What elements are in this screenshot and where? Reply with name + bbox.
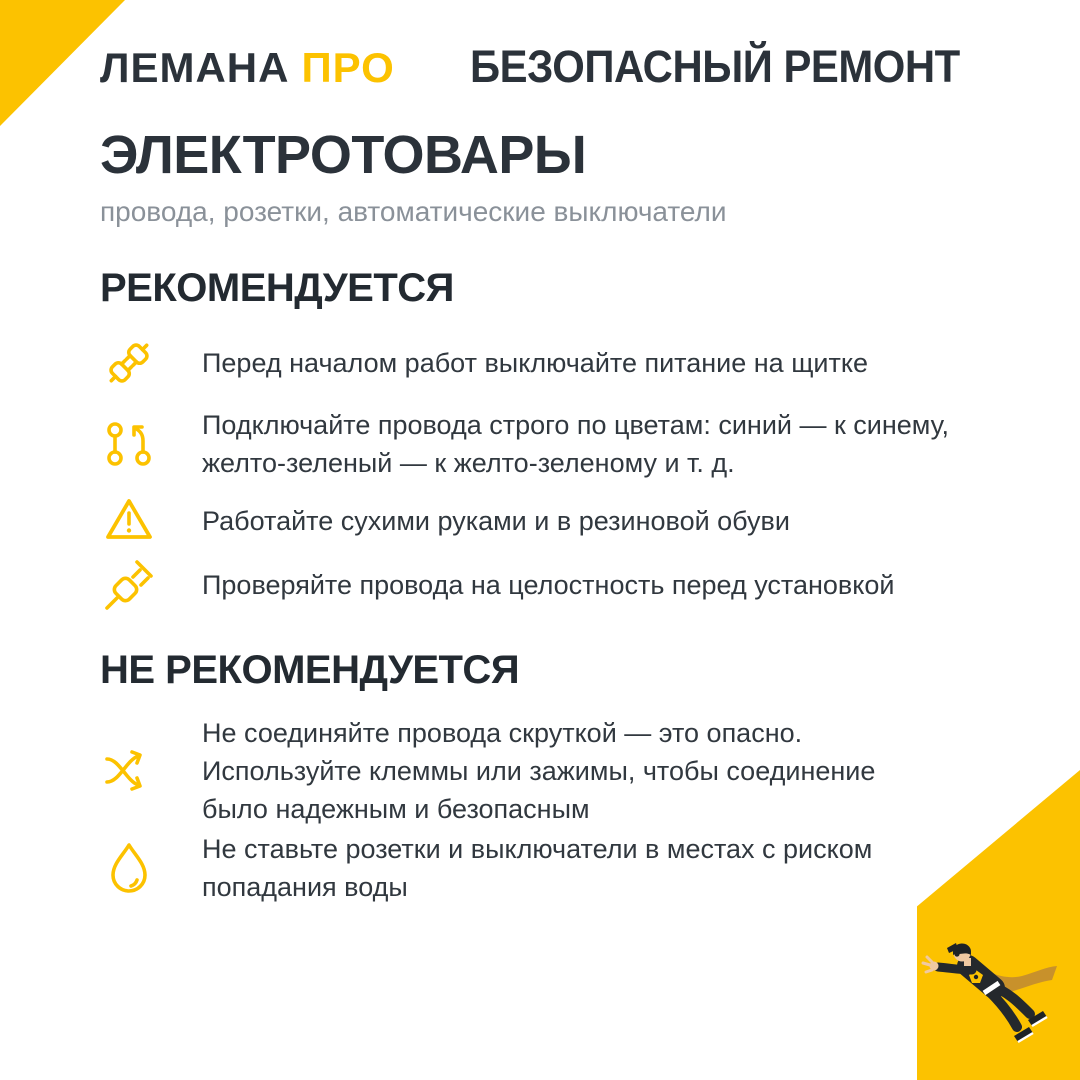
- list-item: [100, 334, 980, 392]
- list-item-text: Не ставьте розетки и выключатели в местах с риском попадания воды: [202, 834, 873, 903]
- damaged-plug-icon: [100, 556, 158, 614]
- brand-logo-primary: ЛЕМАНА: [100, 44, 290, 91]
- water-drop-icon: [100, 839, 158, 897]
- section-heading-recommended: РЕКОМЕНДУЕТСЯ: [100, 266, 454, 311]
- content-column: [100, 125, 980, 906]
- list-item-text: Работайте сухими руками и в резиновой обуви: [202, 506, 790, 537]
- list-item: [100, 556, 980, 614]
- brand-logo-accent: ПРО: [301, 44, 395, 91]
- section-heading-not-recommended: НЕ РЕКОМЕНДУЕТСЯ: [100, 648, 520, 693]
- list-item-text: Не соединяйте провода скруткой — это опасно. Используйте клеммы или зажимы, чтобы соединение было надежным и безопасным: [202, 718, 876, 825]
- list-item: [100, 406, 980, 482]
- campaign-title: БЕЗОПАСНЫЙ РЕМОНТ: [470, 41, 960, 92]
- unplugged-connectors-icon: [100, 334, 158, 392]
- wire-branch-icon: [100, 415, 158, 473]
- list-item: [100, 492, 980, 550]
- brand-logo: [100, 44, 395, 91]
- list-item-text: Перед началом работ выключайте питание на щитке: [202, 348, 868, 379]
- page-title: ЭЛЕКТРОТОВАРЫ: [100, 125, 587, 185]
- list-item: [100, 714, 980, 828]
- list-item: [100, 830, 980, 906]
- warning-triangle-icon: [100, 492, 158, 550]
- list-item-text: Проверяйте провода на целостность перед установкой: [202, 570, 895, 601]
- page-subtitle: провода, розетки, автоматические выключатели: [100, 196, 727, 227]
- list-item-text: Подключайте провода строго по цветам: синий — к синему, желто-зеленый — к желто-зеленому и т. д.: [202, 410, 949, 479]
- twisted-wires-icon: [100, 742, 158, 800]
- flying-handyman-illustration: [910, 930, 1070, 1055]
